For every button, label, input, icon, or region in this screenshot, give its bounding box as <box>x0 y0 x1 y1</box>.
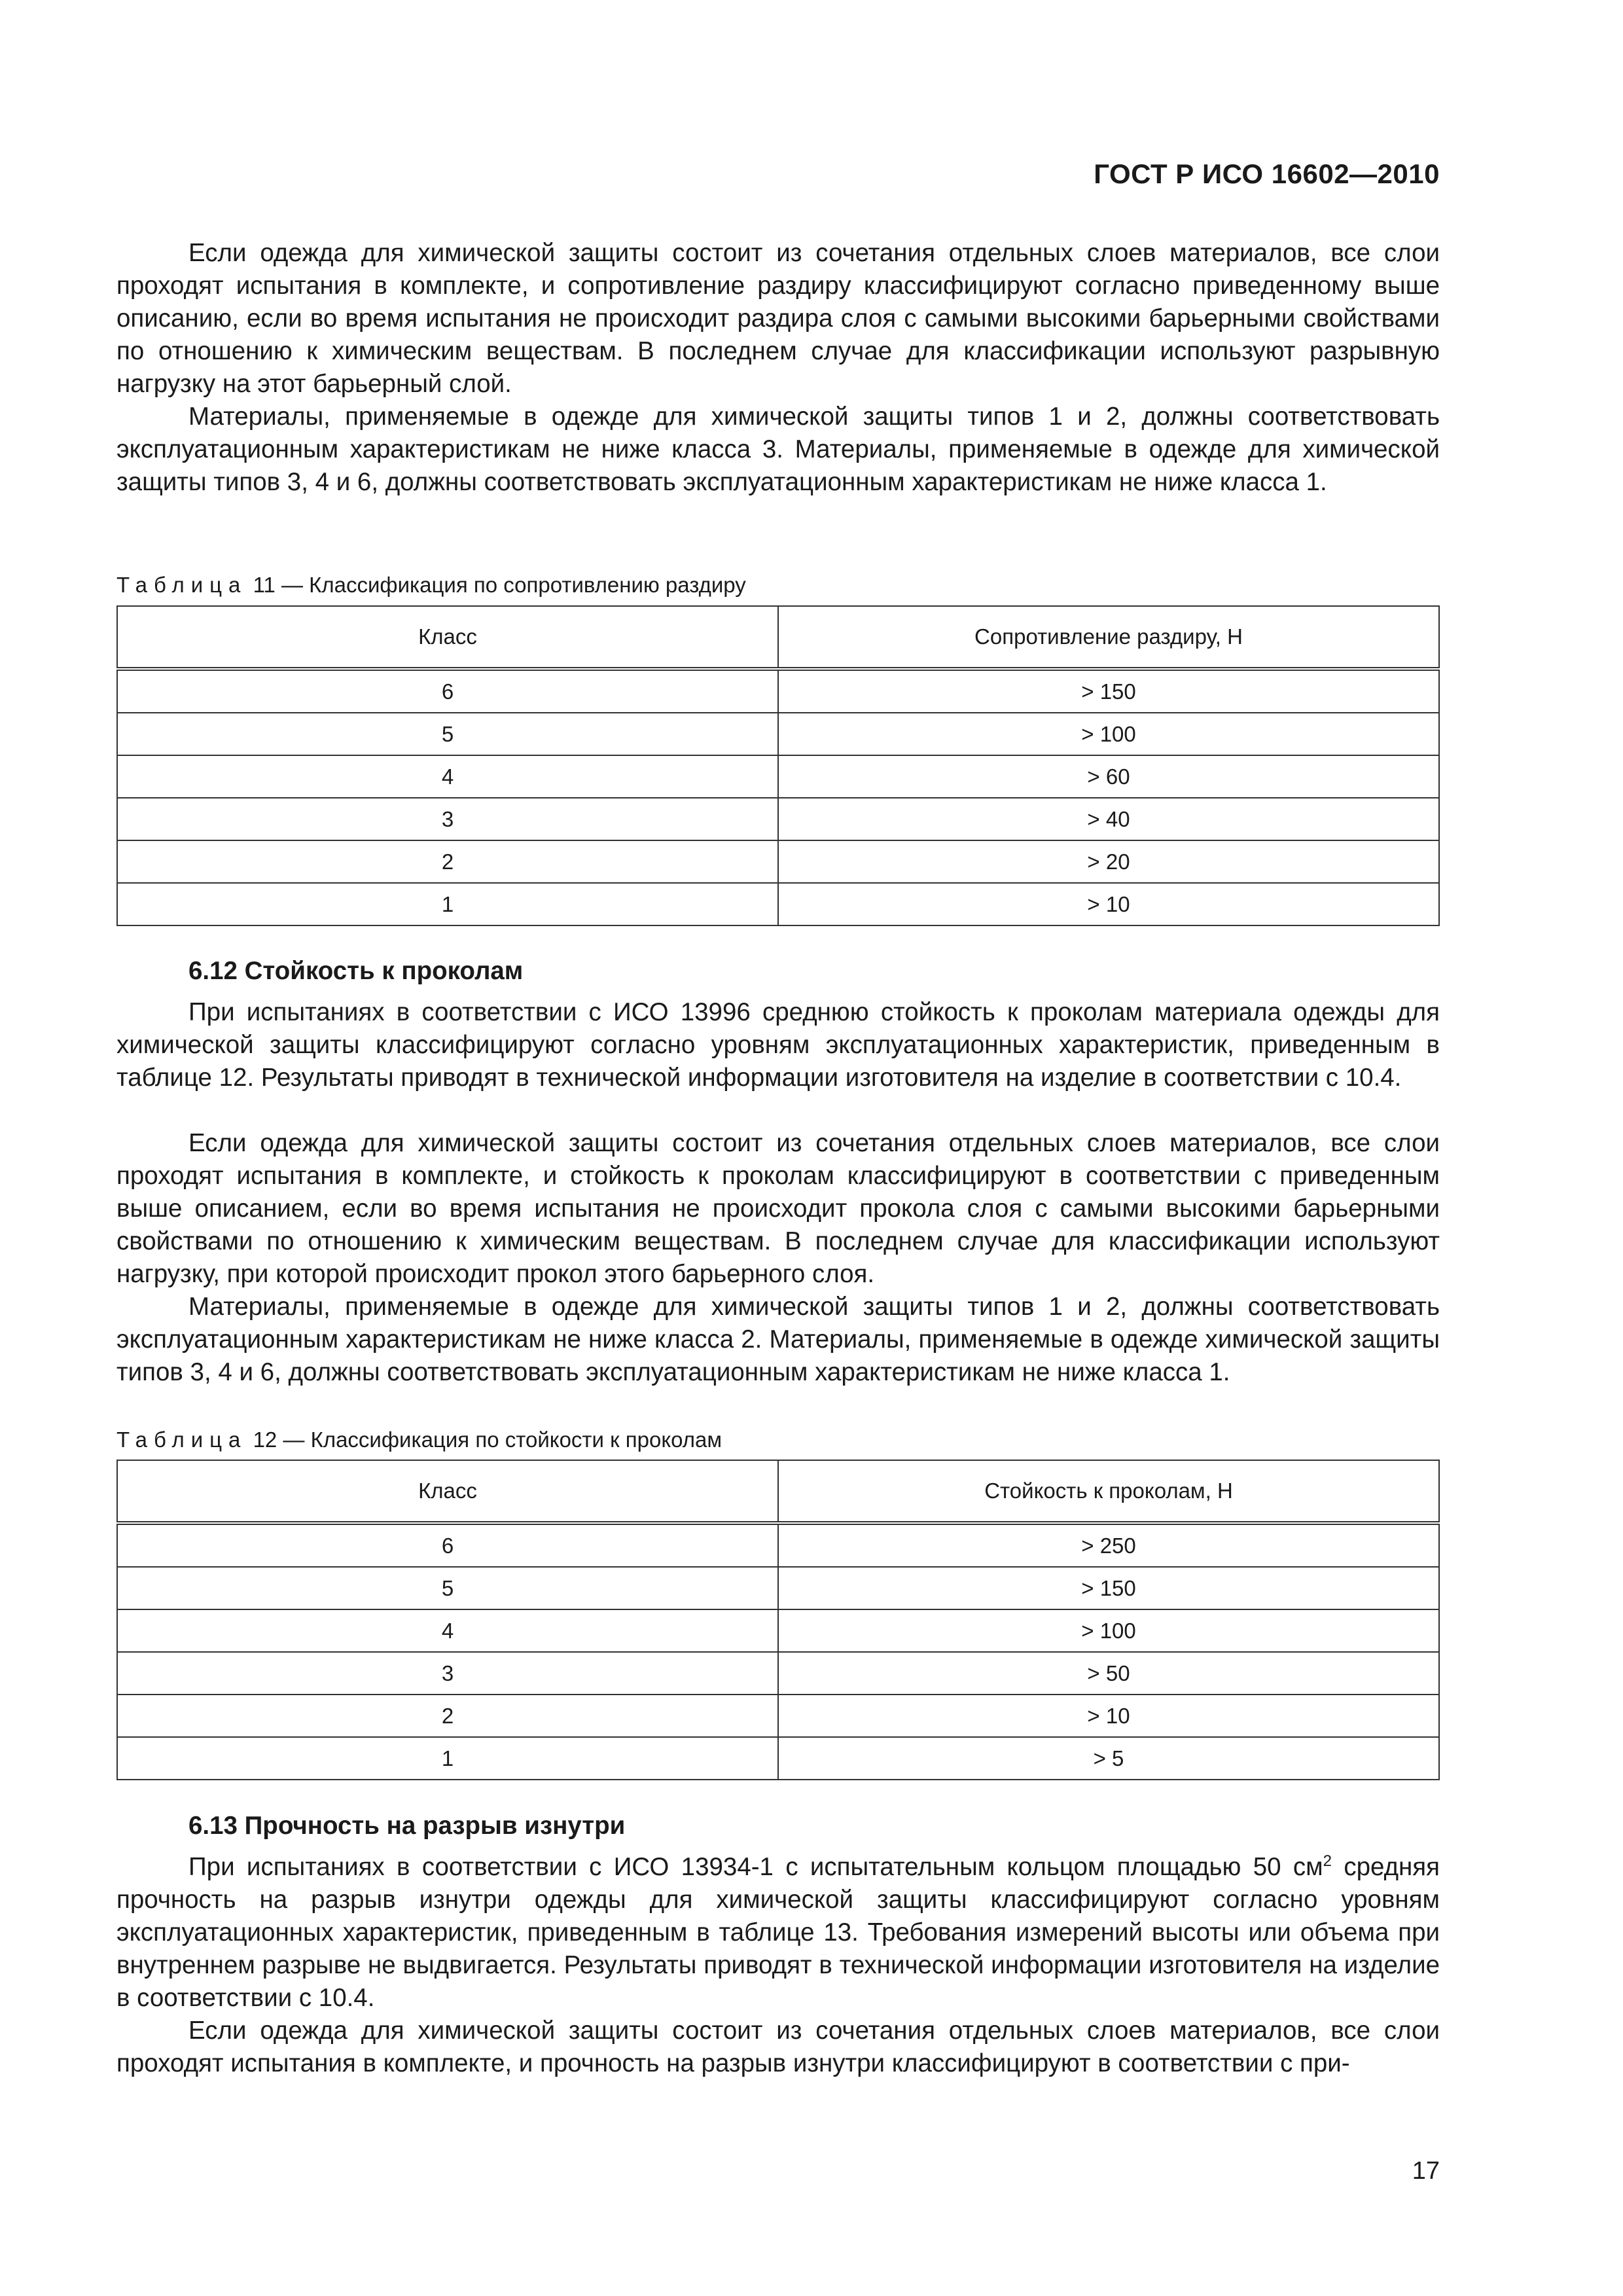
paragraph-materials-puncture-classes: Материалы, применяемые в одежде для химической защиты типов 1 и 2, должны соответствовать эксплуатационным характеристикам не ниже класса 2. Материалы, применяемые в одежде химической защиты типов 3, 4 и 6, должны соответствовать эксплуатационным характеристикам не ниже класса 1. <box>116 1293 1440 1386</box>
document-page <box>116 0 1440 2296</box>
table-caption-text: 11 — Классификация по сопротивлению раздиру <box>253 573 746 597</box>
table-row <box>117 798 1439 840</box>
standard-code-header: ГОСТ Р ИСО 16602—2010 <box>1094 158 1440 189</box>
value-cell: > 40 <box>778 798 1439 840</box>
bursting-text-start: При испытаниях в соответствии с ИСО 13934-1 с испытательным кольцом площадью 50 см <box>188 1853 1323 1881</box>
class-cell: 6 <box>117 669 778 713</box>
column-header-class: Класс <box>117 1460 778 1523</box>
class-cell: 1 <box>117 1737 778 1780</box>
table-12-puncture-resistance <box>116 1460 1440 1780</box>
table-row <box>117 1567 1439 1609</box>
class-cell: 4 <box>117 1609 778 1652</box>
table-header-row <box>117 1460 1439 1523</box>
class-cell: 4 <box>117 755 778 798</box>
page-number: 17 <box>1412 2157 1440 2185</box>
class-cell: 3 <box>117 1652 778 1695</box>
column-header-class: Класс <box>117 606 778 669</box>
table-12-caption <box>116 1427 722 1453</box>
class-cell: 5 <box>117 1567 778 1609</box>
table-label: Таблица <box>116 1427 247 1452</box>
section-heading-6-13: 6.13 Прочность на разрыв изнутри <box>188 1812 626 1840</box>
column-header-puncture-resistance: Стойкость к проколам, Н <box>778 1460 1439 1523</box>
paragraph-layers-bursting: Если одежда для химической защиты состоит из сочетания отдельных слоев материалов, все слои проходят испытания в комплекте, и прочность на разрыв изнутри классифицируют в соответствии с при- <box>116 2017 1440 2077</box>
table-row <box>117 1737 1439 1780</box>
class-cell: 2 <box>117 840 778 883</box>
value-cell: > 50 <box>778 1652 1439 1695</box>
class-cell: 5 <box>117 713 778 755</box>
class-cell: 2 <box>117 1695 778 1737</box>
value-cell: > 100 <box>778 713 1439 755</box>
paragraph-layers-tear: Если одежда для химической защиты состоит из сочетания отдельных слоев материалов, все слои проходят испытания в комплекте, и сопротивление раздиру классифицируют согласно приведенному выше описанию, если во время испытания не происходит раздира слоя с самыми высокими барьерными свойствами по отношению к химическим веществам. В последнем случае для классификации используют разрывную нагрузку на этот барьерный слой. <box>116 239 1440 398</box>
class-cell: 3 <box>117 798 778 840</box>
paragraph-layers-puncture: Если одежда для химической защиты состоит из сочетания отдельных слоев материалов, все слои проходят испытания в комплекте, и стойкость к проколам классифицируют в соответствии с приведенным выше описанием, если во время испытания не происходит прокола слоя с самыми высокими барьерными свойствами по отношению к химическим веществам. В последнем случае для классификации используют нагрузку, при которой происходит прокол этого барьерного слоя. <box>116 1129 1440 1288</box>
value-cell: > 20 <box>778 840 1439 883</box>
paragraph-materials-tear-classes: Материалы, применяемые в одежде для химической защиты типов 1 и 2, должны соответствовать эксплуатационным характеристикам не ниже класса 3. Материалы, применяемые в одежде для химической защиты типов 3, 4 и 6, должны соответствовать эксплуатационным характеристикам не ниже класса 1. <box>116 403 1440 496</box>
table-row <box>117 1609 1439 1652</box>
value-cell: > 10 <box>778 883 1439 925</box>
value-cell: > 10 <box>778 1695 1439 1737</box>
paragraph-puncture-test: При испытаниях в соответствии с ИСО 13996 среднюю стойкость к проколам материала одежды для химической защиты классифицируют согласно уровням эксплуатационных характеристик, приведенным в таблице 12. Результаты приводят в технической информации изготовителя на изделие в соответствии с 10.4. <box>116 998 1440 1092</box>
table-row <box>117 883 1439 925</box>
table-11-caption <box>116 572 746 598</box>
table-row <box>117 755 1439 798</box>
table-header-row <box>117 606 1439 669</box>
table-11-tear-resistance <box>116 605 1440 926</box>
value-cell: > 60 <box>778 755 1439 798</box>
value-cell: > 100 <box>778 1609 1439 1652</box>
bursting-text-end: средняя прочность на разрыв изнутри одежды для химической защиты классифицируют согласно уровням эксплуатационных характеристик, приведенным в таблице 13. Требования измерений высоты или объема при внутреннем разрыве не выдвигается. Результаты приводят в технической информации изготовителя на изделие в соответствии с 10.4. <box>116 1853 1440 2012</box>
paragraph-bursting-test <box>116 1851 1440 2015</box>
superscript-2: 2 <box>1323 1852 1332 1871</box>
table-row <box>117 1695 1439 1737</box>
value-cell: > 150 <box>778 669 1439 713</box>
column-header-tear-resistance: Сопротивление раздиру, Н <box>778 606 1439 669</box>
class-cell: 6 <box>117 1523 778 1567</box>
section-heading-6-12: 6.12 Стойкость к проколам <box>188 957 524 985</box>
table-row <box>117 840 1439 883</box>
table-row <box>117 669 1439 713</box>
value-cell: > 250 <box>778 1523 1439 1567</box>
value-cell: > 150 <box>778 1567 1439 1609</box>
table-label: Таблица <box>116 573 247 597</box>
table-row <box>117 1523 1439 1567</box>
value-cell: > 5 <box>778 1737 1439 1780</box>
table-row <box>117 713 1439 755</box>
table-row <box>117 1652 1439 1695</box>
table-caption-text: 12 — Классификация по стойкости к проколам <box>253 1427 722 1452</box>
class-cell: 1 <box>117 883 778 925</box>
